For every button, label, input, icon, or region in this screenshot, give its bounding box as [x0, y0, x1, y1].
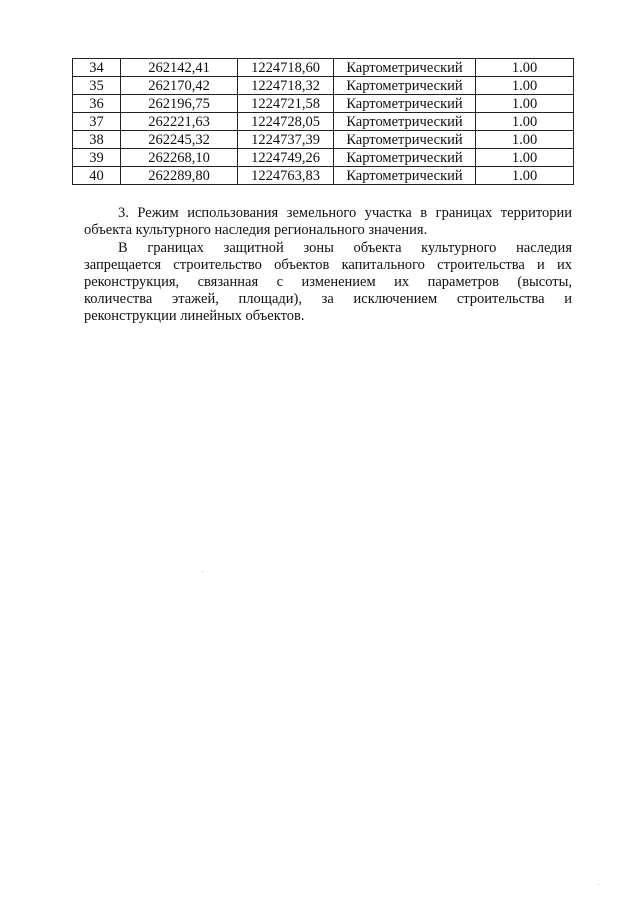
accuracy-cell: 1.00	[476, 59, 574, 77]
x-coordinate-cell: 262170,42	[121, 77, 238, 95]
y-coordinate-cell: 1224718,60	[238, 59, 334, 77]
table-row	[73, 59, 574, 77]
point-number-cell: 35	[73, 77, 121, 95]
body-line: реконструкции линейных объектов.	[84, 308, 305, 324]
x-coordinate-cell: 262289,80	[121, 167, 238, 185]
scan-speck	[598, 884, 599, 885]
method-cell: Картометрический	[334, 131, 476, 149]
x-coordinate-cell: 262196,75	[121, 95, 238, 113]
section-3-heading-line-1: 3. Режим использования земельного участка в границах территории	[118, 205, 572, 221]
scan-speck	[202, 571, 203, 572]
method-cell: Картометрический	[334, 77, 476, 95]
method-cell: Картометрический	[334, 167, 476, 185]
y-coordinate-cell: 1224721,58	[238, 95, 334, 113]
accuracy-cell: 1.00	[476, 131, 574, 149]
point-number-cell: 37	[73, 113, 121, 131]
coordinates-table	[72, 58, 574, 185]
y-coordinate-cell: 1224718,32	[238, 77, 334, 95]
table-row	[73, 149, 574, 167]
y-coordinate-cell: 1224749,26	[238, 149, 334, 167]
body-line: В границах защитной зоны объекта культурного наследия	[118, 240, 572, 256]
x-coordinate-cell: 262245,32	[121, 131, 238, 149]
point-number-cell: 40	[73, 167, 121, 185]
section-3-heading	[84, 205, 572, 239]
y-coordinate-cell: 1224737,39	[238, 131, 334, 149]
method-cell: Картометрический	[334, 59, 476, 77]
body-line: количества этажей, площади), за исключением строительства и	[84, 291, 572, 307]
accuracy-cell: 1.00	[476, 113, 574, 131]
table-row	[73, 77, 574, 95]
table-row	[73, 113, 574, 131]
section-3-body-paragraph	[84, 240, 572, 325]
x-coordinate-cell: 262142,41	[121, 59, 238, 77]
body-line: реконструкция, связанная с изменением их параметров (высоты,	[84, 274, 572, 290]
method-cell: Картометрический	[334, 113, 476, 131]
body-line: запрещается строительство объектов капитального строительства и их	[84, 257, 572, 273]
section-3-heading-line-2: объекта культурного наследия регионального значения.	[84, 222, 428, 238]
x-coordinate-cell: 262221,63	[121, 113, 238, 131]
accuracy-cell: 1.00	[476, 77, 574, 95]
x-coordinate-cell: 262268,10	[121, 149, 238, 167]
point-number-cell: 39	[73, 149, 121, 167]
point-number-cell: 38	[73, 131, 121, 149]
table-row	[73, 131, 574, 149]
point-number-cell: 34	[73, 59, 121, 77]
method-cell: Картометрический	[334, 149, 476, 167]
table-row	[73, 95, 574, 113]
y-coordinate-cell: 1224728,05	[238, 113, 334, 131]
accuracy-cell: 1.00	[476, 167, 574, 185]
method-cell: Картометрический	[334, 95, 476, 113]
coordinates-table-body	[73, 59, 574, 185]
y-coordinate-cell: 1224763,83	[238, 167, 334, 185]
table-row	[73, 167, 574, 185]
accuracy-cell: 1.00	[476, 149, 574, 167]
accuracy-cell: 1.00	[476, 95, 574, 113]
point-number-cell: 36	[73, 95, 121, 113]
